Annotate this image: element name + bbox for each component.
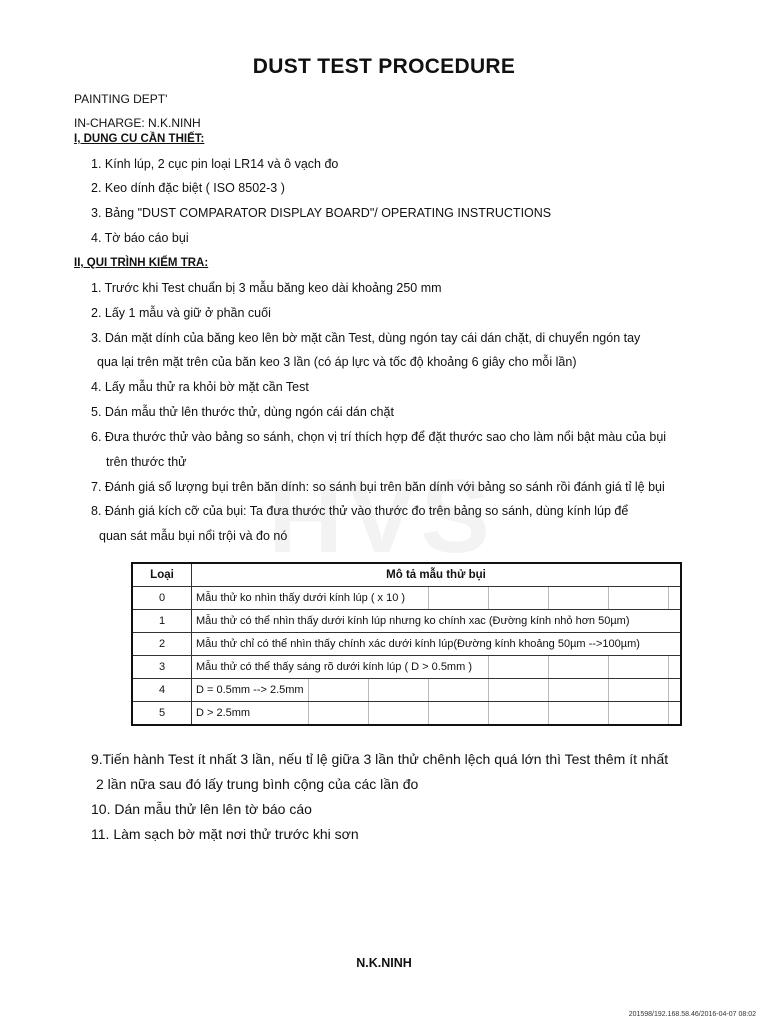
closing-step-continuation: 2 lần nữa sau đó lấy trung bình cộng của các lần đo: [96, 776, 419, 792]
description-text: D = 0.5mm --> 2.5mm: [196, 684, 304, 696]
procedure-step: 3. Dán mặt dính của băng keo lên bờ mặt cần Test, dùng ngón tay cái dán chặt, di chuyển ngón tay: [91, 331, 641, 345]
table-header-row: [132, 563, 681, 587]
closing-step: 10. Dán mẫu thử lên lên tờ báo cáo: [91, 801, 312, 817]
section-heading-tools: I, DUNG CU CẦN THIẾT:: [74, 133, 205, 145]
description-text: D > 2.5mm: [196, 707, 251, 719]
department-label: PAINTING DEPT': [74, 92, 168, 106]
table-row: [132, 633, 681, 656]
description-text: Mẫu thử có thể thấy sáng rõ dưới kính lúp ( D > 0.5mm ): [196, 661, 472, 673]
print-footer-stamp: 201598/192.168.58.46/2016-04-07 08:02: [628, 1011, 756, 1018]
category-cell: 2: [132, 633, 192, 656]
category-cell: 0: [132, 587, 192, 610]
tools-item: 2. Keo dính đặc biệt ( ISO 8502-3 ): [91, 181, 285, 195]
column-header-description: Mô tả mẫu thử bụi: [192, 563, 682, 587]
procedure-step: 2. Lấy 1 mẫu và giữ ở phần cuối: [91, 306, 271, 320]
table-row: [132, 702, 681, 726]
signature-name: N.K.NINH: [356, 956, 412, 970]
table-row: [132, 656, 681, 679]
procedure-step: 6. Đưa thước thử vào bảng so sánh, chọn vị trí thích hợp để đặt thước sao cho làm nổi bật màu của bụi: [91, 430, 667, 444]
procedure-step: 4. Lấy mẫu thử ra khỏi bờ mặt cần Test: [91, 380, 309, 394]
tools-item: 4. Tờ báo cáo bụi: [91, 231, 189, 245]
description-cell: [192, 656, 682, 679]
procedure-step: 7. Đánh giá số lượng bụi trên băn dính: so sánh bụi trên băn dính với bảng so sánh rồi đánh giá tỉ lệ bụi: [91, 480, 665, 494]
description-cell: [192, 702, 682, 726]
category-cell: 4: [132, 679, 192, 702]
category-cell: 5: [132, 702, 192, 726]
table-row: [132, 610, 681, 633]
description-text: Mẫu thử ko nhìn thấy dưới kính lúp ( x 10 ): [196, 592, 406, 604]
procedure-step: 1. Trước khi Test chuẩn bị 3 mẫu băng keo dài khoảng 250 mm: [91, 281, 442, 295]
section-heading-procedure: II, QUI TRÌNH KIỂM TRA:: [74, 257, 209, 269]
document-title: DUST TEST PROCEDURE: [252, 55, 516, 78]
description-cell: [192, 633, 682, 656]
procedure-step-continuation: qua lại trên mặt trên của băn keo 3 lần (có áp lực và tốc độ khoảng 6 giây cho mỗi lần): [97, 355, 577, 369]
procedure-step: 5. Dán mẫu thử lên thước thử, dùng ngón cái dán chặt: [91, 405, 394, 419]
procedure-step-continuation: trên thước thử: [106, 455, 187, 469]
procedure-step: 8. Đánh giá kích cỡ của bụi: Ta đưa thước thử vào thước đo trên bảng so sánh, dùng kính lúp để: [91, 504, 629, 518]
category-cell: 3: [132, 656, 192, 679]
procedure-step-continuation: quan sát mẫu bụi nổi trội và đo nó: [99, 529, 288, 543]
column-header-category: Loại: [132, 563, 192, 587]
category-cell: 1: [132, 610, 192, 633]
description-cell: [192, 679, 682, 702]
tools-item: 1. Kính lúp, 2 cục pin loại LR14 và ô vạch đo: [91, 157, 339, 171]
description-text: Mẫu thử có thể nhìn thấy dưới kính lúp nhưng ko chính xac (Đường kính nhỏ hơn 50µm): [196, 615, 630, 627]
closing-step: 9.Tiến hành Test ít nhất 3 lần, nếu tỉ lệ giữa 3 lần thử chênh lệch quá lớn thì Test thêm ít nhất: [91, 751, 669, 767]
description-cell: [192, 610, 682, 633]
tools-item: 3. Bảng "DUST COMPARATOR DISPLAY BOARD"/ OPERATING INSTRUCTIONS: [91, 206, 552, 220]
closing-step: 11. Làm sạch bờ mặt nơi thử trước khi sơn: [91, 826, 359, 842]
table-row: [132, 679, 681, 702]
description-cell: [192, 587, 682, 610]
in-charge-label: IN-CHARGE: N.K.NINH: [74, 116, 201, 130]
table-row: [132, 587, 681, 610]
dust-classification-table: [131, 562, 682, 726]
description-text: Mẫu thử chỉ có thể nhìn thấy chính xác dưới kính lúp(Đường kính khoảng 50µm -->100µm): [196, 638, 640, 650]
